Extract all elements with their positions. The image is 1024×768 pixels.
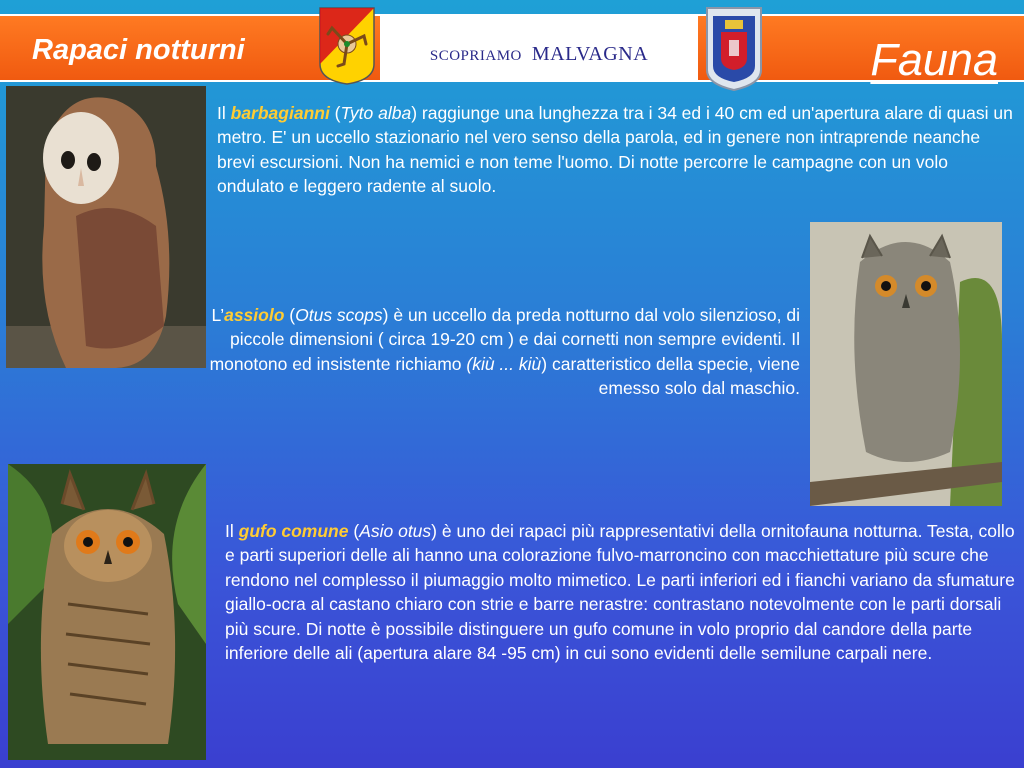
scops-owl-sci-open: (	[284, 305, 296, 325]
scops-owl-scientific-name: Otus scops	[295, 305, 383, 325]
barn-owl-body: ) raggiunge una lunghezza tra i 34 ed i 40 cm ed un'apertura alare di quasi un metro. E' un uccello stazionario nel vero senso della parola, ed in genere non intraprende neanche brevi escursioni. Non ha nemici e non teme l'uomo. Di notte percorre le campagne con un volo ondulato e leggero radente al suolo.	[217, 103, 1013, 197]
sicily-flag-emblem	[318, 6, 376, 86]
long-eared-owl-photo	[8, 464, 206, 760]
long-eared-owl-scientific-name: Asio otus	[359, 521, 432, 541]
barn-owl-prefix: Il	[217, 103, 231, 123]
barn-owl-name: barbagianni	[230, 103, 330, 123]
section-title: Rapaci notturni	[32, 34, 245, 66]
header-banner	[0, 14, 1024, 85]
barn-owl-paragraph	[217, 101, 1017, 199]
long-eared-owl-paragraph	[225, 519, 1015, 665]
scops-owl-call: (kiù ... kiù	[466, 353, 542, 374]
barn-owl-photo	[6, 86, 206, 368]
scops-owl-name: assiolo	[224, 305, 285, 325]
long-eared-owl-name: gufo comune	[238, 521, 349, 541]
scops-owl-body: ) è un uccello da preda notturno dal volo silenzioso, di piccole dimensioni ( circa 19-20 cm ) e dai cornetti non sempre evidenti. Il monotono ed insistente richiamo	[209, 305, 800, 374]
brand-small: SCOPRIAMO	[429, 48, 522, 64]
barn-owl-scientific-name: Tyto alba	[340, 103, 412, 123]
page-heading: Fauna	[870, 34, 998, 85]
long-eared-owl-prefix: Il	[225, 521, 239, 541]
scops-owl-prefix: L’	[211, 305, 225, 325]
long-eared-owl-body: ) è uno dei rapaci più rappresentativi della ornitofauna notturna. Testa, collo e parti superiori delle ali hanno una colorazione fulvo-marroncino con macchiettature più scure che rendono nel complesso il piumaggio molto mimetico. Le parti inferiori ed i fianchi variano da sfumature giallo-ocra al castano chiaro con strie e barre nerastre: contrastano notevolmente con le parti dorsali più scure. Di notte è possibile distinguere un gufo comune in volo proprio dal candore della parte inferiore delle ali (apertura alare 84 -95 cm) in cui sono evidenti delle semilune carpali nere.	[225, 521, 1015, 664]
town-coat-of-arms	[705, 6, 763, 92]
long-eared-owl-sci-open: (	[348, 521, 360, 541]
scops-owl-paragraph	[206, 303, 800, 401]
scops-owl-tail: ) caratteristico della specie, viene emesso solo dal maschio.	[541, 353, 800, 399]
barn-owl-sci-open: (	[329, 103, 341, 123]
brand-large: MALVAGNA	[531, 43, 649, 65]
scops-owl-photo	[810, 222, 1002, 506]
site-brand	[380, 43, 698, 66]
